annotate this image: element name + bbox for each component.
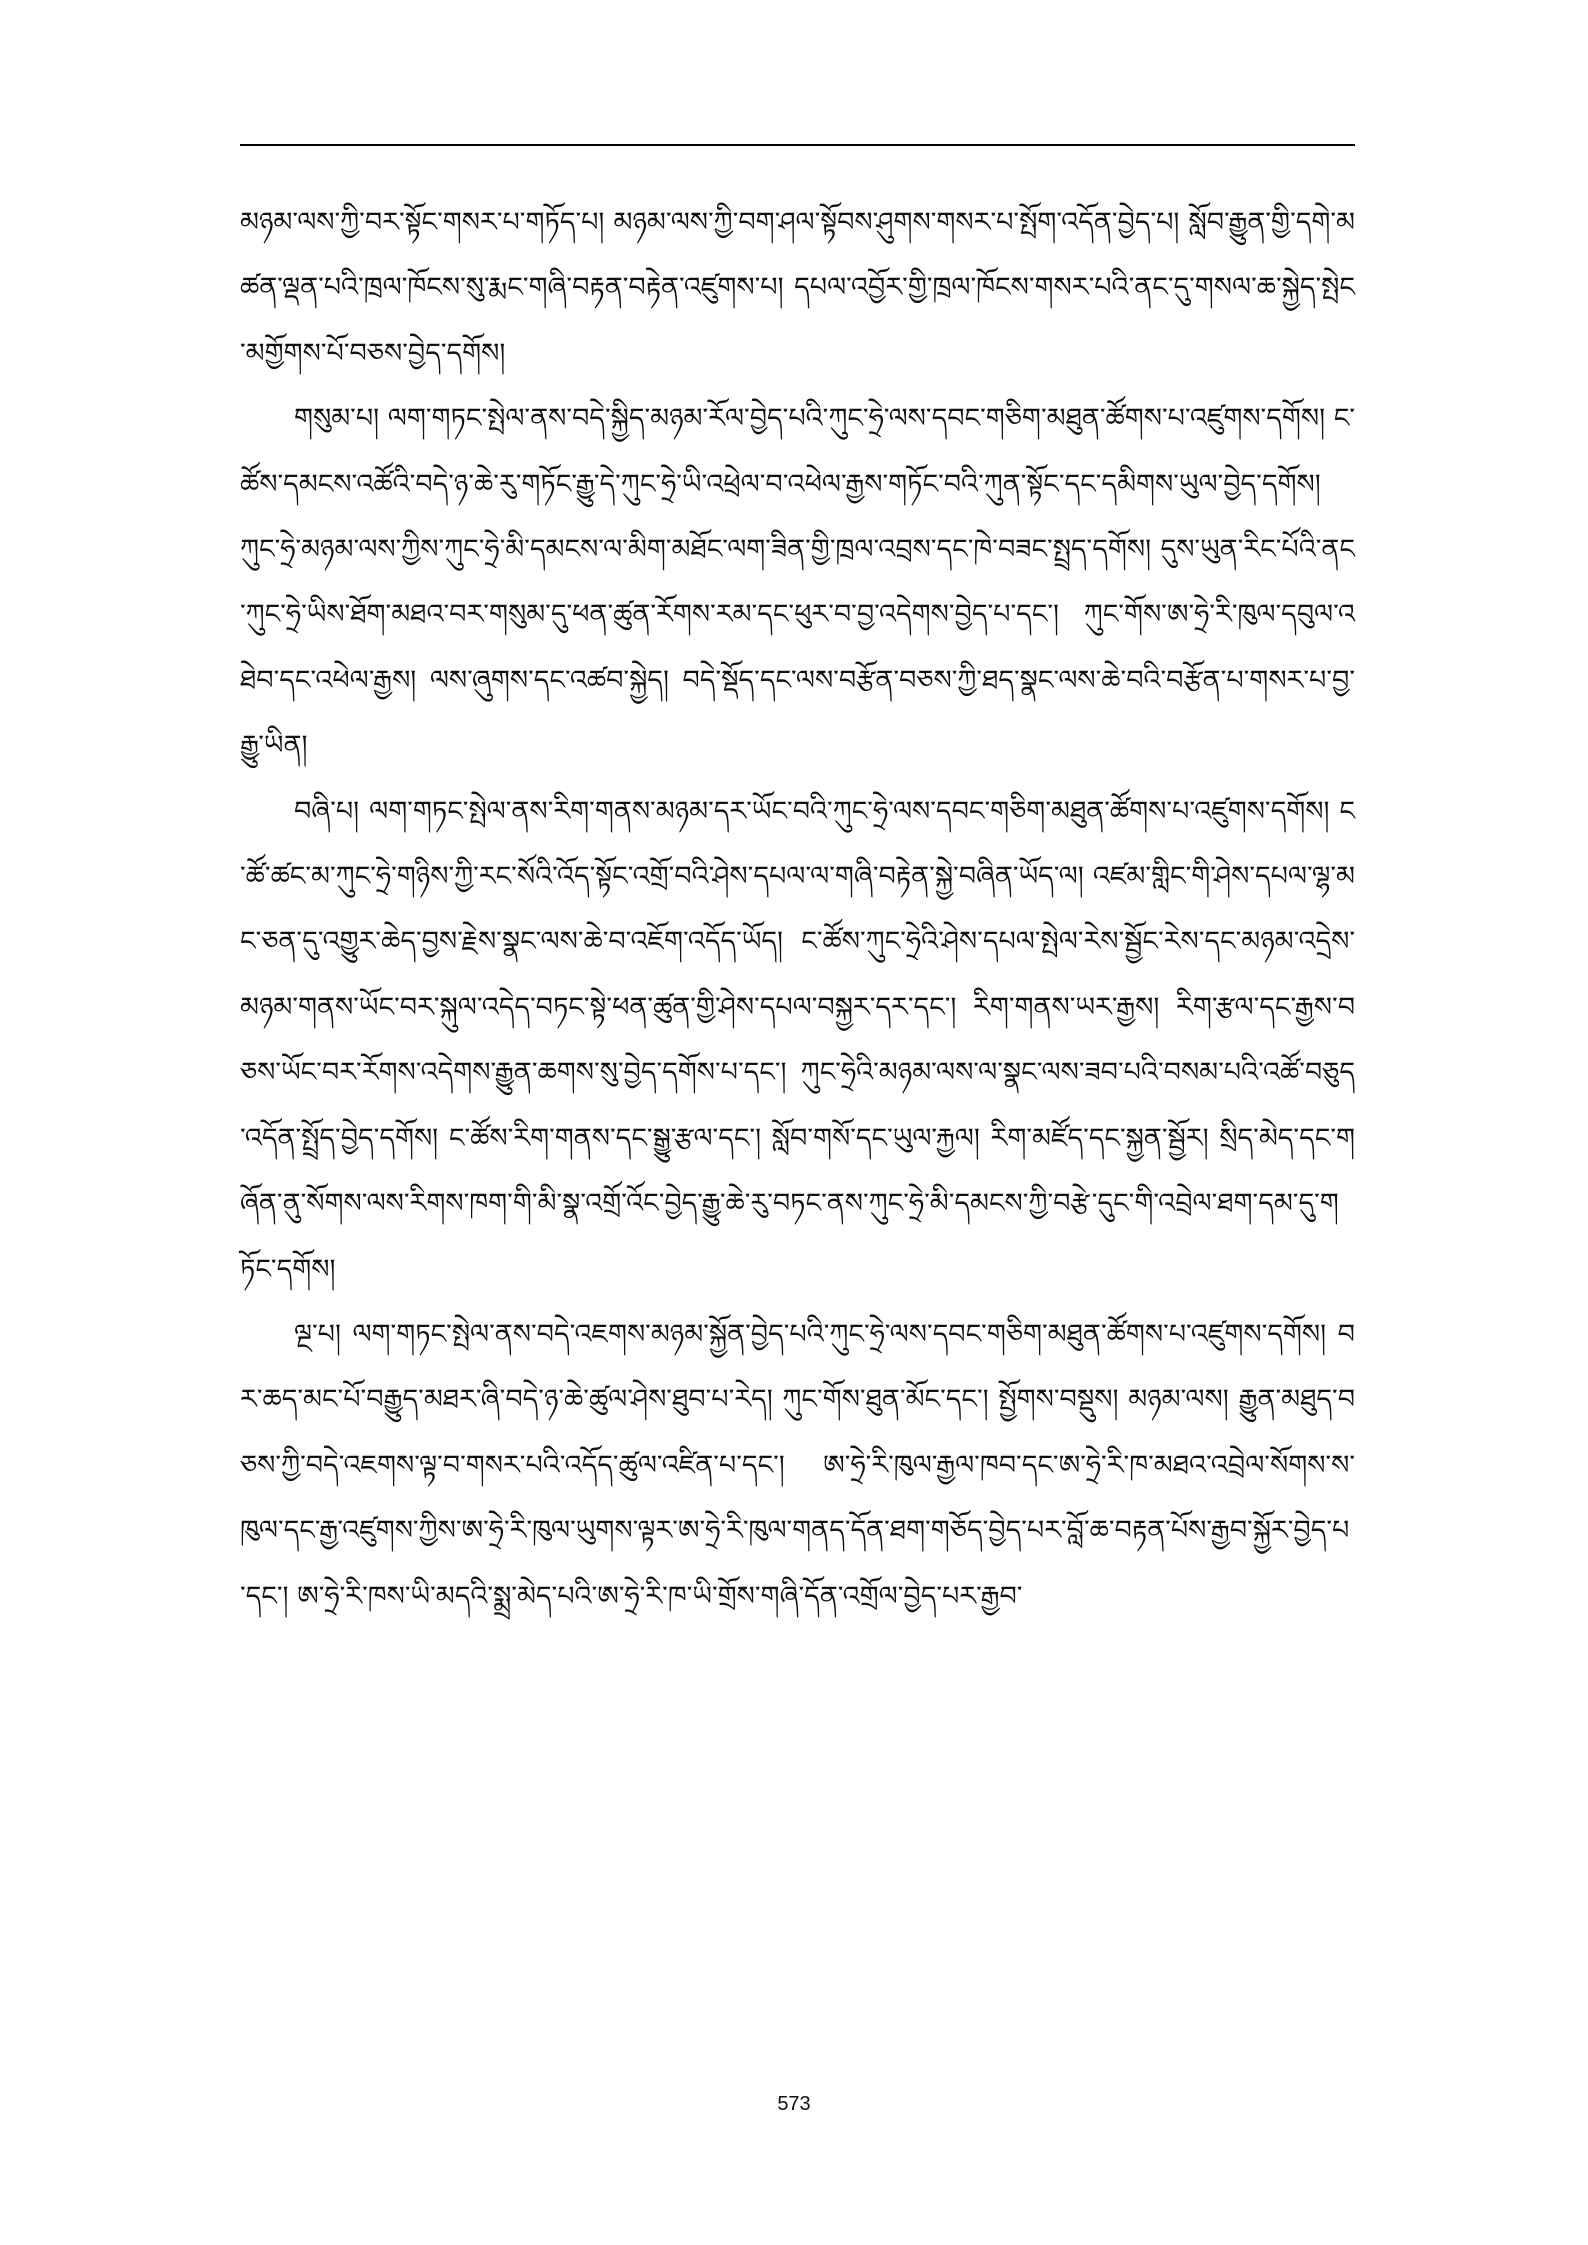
body-text [240,190,1355,1629]
paragraph-1: མཉམ་ལས་ཀྱི་བར་སྟོང་གསར་པ་གཏོད་པ། མཉམ་ལས་ཀྱི་བག་ཤལ་སྟོབས་ཤུགས་གསར་པ་སྤོག་འདོན་བྱེད་པ། སློབ་རྒྱུན་གྱི་དགེ་མཚན་ལྡན་པའི་ཁྲལ་ཁོངས་སུ་རྨང་གཞི་བརྟན་བརྟེན་འཛུགས་པ། དཔལ་འབྱོར་གྱི་ཁྲལ་ཁོངས་གསར་པའི་ནང་དུ་གསལ་ཆ་སྐྱེད་སྤེང་མགྱོགས་པོ་བཅས་བྱེད་དགོས། [240,207,1355,369]
paragraph-3: བཞི་པ། ལག་གཏང་སྤེལ་ནས་རིག་གནས་མཉམ་དར་ཡོང་བའི་ཀུང་ཧྲེ་ལས་དབང་གཅིག་མཐུན་ཚོགས་པ་འཛུགས་དགོས། ང་ཚོ་ཚང་མ་ཀུང་ཧྲེ་གཉིས་ཀྱི་རང་སོའི་འོད་སྟོང་འགྲོ་བའི་ཤེས་དཔལ་ལ་གཞི་བརྟེན་སྐྱེ་བཞིན་ཡོད་ལ། འཛམ་གླིང་གི་ཤེས་དཔལ་ལྷ་མང་ཅན་དུ་འགྱུར་ཆེད་བྱས་རྗེས་སྣང་ལས་ཆེ་བ་འཇོག་འདོད་ཡོད། ང་ཚོས་ཀུང་ཧྲེའི་ཤེས་དཔལ་སྤེལ་རེས་སྦྱོང་རེས་དང་མཉམ་འདྲེས་མཉམ་གནས་ཡོང་བར་སྐུལ་འདེད་བཏང་སྟེ་ཕན་ཚུན་གྱི་ཤེས་དཔལ་བསྐྱར་དར་དང་། རིག་གནས་ཡར་རྒྱས། རིག་རྩལ་དང་རྒྱས་བཅས་ཡོང་བར་རོགས་འདེགས་རྒྱུན་ཆགས་སུ་བྱེད་དགོས་པ་དང་། ཀུང་ཧྲེའི་མཉམ་ལས་ལ་སྣང་ལས་ཟབ་པའི་བསམ་པའི་འཚོ་བཅུད་འདོན་སྤྲོད་བྱེད་དགོས། ང་ཚོས་རིག་གནས་དང་སྒྱུ་རྩལ་དང་། སློབ་གསོ་དང་ཡུལ་རྐྱལ། རིག་མཛོད་དང་སྐྱན་སྦྱོར། སྲིད་མེད་དང་གཞོན་ནུ་སོགས་ལས་རིགས་ཁག་གི་མི་སྣ་འགྲོ་འོང་བྱེད་རྒྱུ་ཆེ་རུ་བཏང་ནས་ཀུང་ཧྲེ་མི་དམངས་ཀྱི་བརྩེ་དུང་གི་འབྲེལ་ཐག་དམ་དུ་གཏོང་དགོས། [240,795,1355,1285]
paragraph-4: ལྔ་པ། ལག་གཏང་སྤེལ་ནས་བདེ་འཇགས་མཉམ་སྐྱོན་བྱེད་པའི་ཀུང་ཧྲེ་ལས་དབང་གཅིག་མཐུན་ཚོགས་པ་འཛུགས་དགོས། བར་ཆད་མང་པོ་བརྒྱུད་མཐར་ཞི་བདེ་ཉ་ཆེ་ཚུལ་ཤེས་ཐུབ་པ་རེད། ཀུང་གོས་ཐུན་མོང་དང་། སྤྱོགས་བསྡུས། མཉམ་ལས། རྒྱུན་མཐུད་བཅས་ཀྱི་བདེ་འཇགས་ལྟ་བ་གསར་པའི་འདོད་ཚུལ་འཛིན་པ་དང་། ཨ་ཧྲེ་རི་ཁུལ་རྒྱལ་ཁབ་དང་ཨ་ཧྲེ་རི་ཁ་མཐའ་འབྲེལ་སོགས་ས་ཁུལ་དང་རྒྱ་འཛུགས་ཀྱིས་ཨ་ཧྲེ་རི་ཁུལ་ཡུགས་ལྟར་ཨ་ཧྲེ་རི་ཁུལ་གནད་དོན་ཐག་གཅོད་བྱེད་པར་བློ་ཆ་བརྟན་པོས་རྒྱབ་སྐྱོར་བྱེད་པ་དང་། ཨ་ཧྲེ་རི་ཁས་ཡི་མདའི་སྨྲ་མེད་པའི་ཨ་ཧྲེ་རི་ཁ་ཡི་གྲོས་གཞི་དོན་འགྲོལ་བྱེད་པར་རྒྱབ་ [240,1318,1355,1612]
header-rule [240,144,1355,146]
paragraph-2: གསུམ་པ། ལག་གཏང་སྤེལ་ནས་བདེ་སྐྱིད་མཉམ་རོལ་བྱེད་པའི་ཀུང་ཧྲེ་ལས་དབང་གཅིག་མཐུན་ཚོགས་པ་འཛུགས་དགོས། ང་ཚོས་དམངས་འཚོའི་བདེ་ཉ་ཆེ་རུ་གཏོང་རྒྱུ་དེ་ཀུང་ཧྲེ་ཡི་འཕྲེལ་བ་འཕེལ་རྒྱས་གཏོང་བའི་ཀུན་སྟོང་དང་དམིགས་ཡུལ་བྱེད་དགོས། ཀུང་ཧྲེ་མཉམ་ལས་ཀྱིས་ཀུང་ཧྲེ་མི་དམངས་ལ་མིག་མཐོང་ལག་ཟིན་གྱི་ཁྲལ་འབྲས་དང་ཁེ་བཟང་སྤྲད་དགོས། དུས་ཡུན་རིང་པོའི་ནང་ཀུང་ཧྲེ་ཡིས་ཐོག་མཐའ་བར་གསུམ་དུ་ཕན་ཚུན་རོགས་རམ་དང་ཕུར་བ་བྱ་འདེགས་བྱེད་པ་དང་། ཀུང་གོས་ཨ་ཧྲེ་རི་ཁུལ་དབུལ་འཐེབ་དང་འཕེལ་རྒྱས། ལས་ཞུགས་དང་འཚབ་སྐྱེད། བདེ་སྡོད་དང་ལས་བརྩོན་བཅས་ཀྱི་ཐད་སྣང་ལས་ཆེ་བའི་བརྩོན་པ་གསར་པ་བྱ་རྒྱུ་ཡིན། [240,403,1355,762]
page-number: 573 [777,2093,811,2115]
